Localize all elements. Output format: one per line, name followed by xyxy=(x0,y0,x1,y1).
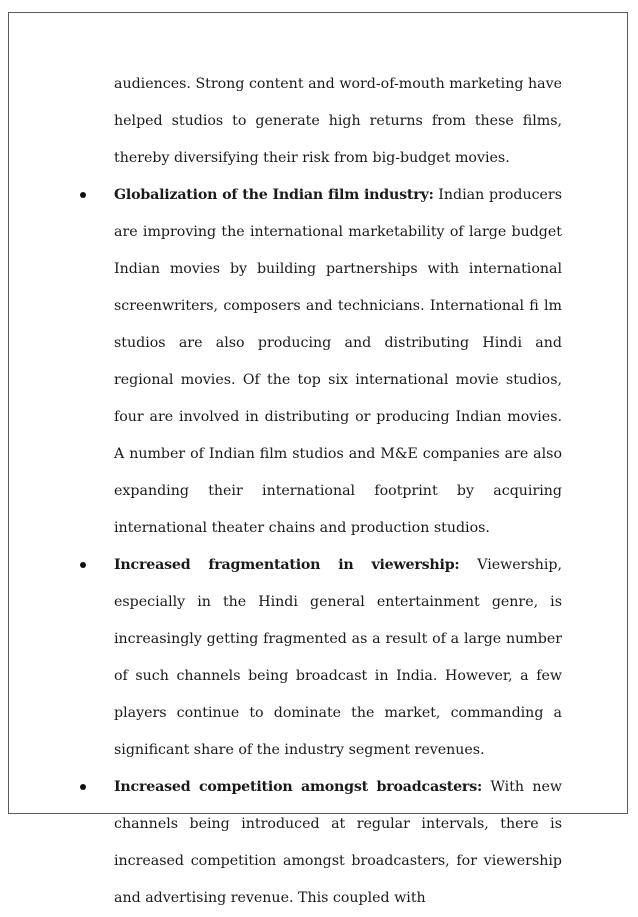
bullet-heading: Increased fragmentation in viewership: xyxy=(114,557,460,573)
document-body xyxy=(114,66,562,917)
bullet-heading: Increased competition amongst broadcasters: xyxy=(114,779,483,795)
bullet-heading: Globalization of the Indian film industry: xyxy=(114,187,434,203)
bullet-point-icon xyxy=(80,192,86,198)
bullet-body: Viewership, especially in the Hindi general entertainment genre, is increasingly getting fragmented as a result of a large number of such channels being broadcast in India. However, a few players continue to dominate the market, commanding a significant share of the industry segment revenues. xyxy=(114,557,562,758)
bullet-item-globalization xyxy=(114,177,562,547)
bullet-body: Indian producers are improving the international marketability of large budget Indian movies by building partnerships with international screenwriters, composers and technicians. International fi lm studios are also producing and distributing Hindi and regional movies. Of the top six international movie studios, four are involved in distributing or producing Indian movies. A number of Indian film studios and M&E companies are also expanding their international footprint by acquiring international theater chains and production studios. xyxy=(114,187,562,536)
bullet-item-competition xyxy=(114,769,562,917)
bullet-body: With new channels being introduced at regular intervals, there is increased competition amongst broadcasters, for viewership and advertising revenue. This coupled with xyxy=(114,779,562,906)
bullet-point-icon xyxy=(80,562,86,568)
bullet-item-fragmentation xyxy=(114,547,562,769)
intro-paragraph: audiences. Strong content and word-of-mouth marketing have helped studios to generate high returns from these films, thereby diversifying their risk from big-budget movies. xyxy=(114,76,562,166)
bullet-point-icon xyxy=(80,784,86,790)
